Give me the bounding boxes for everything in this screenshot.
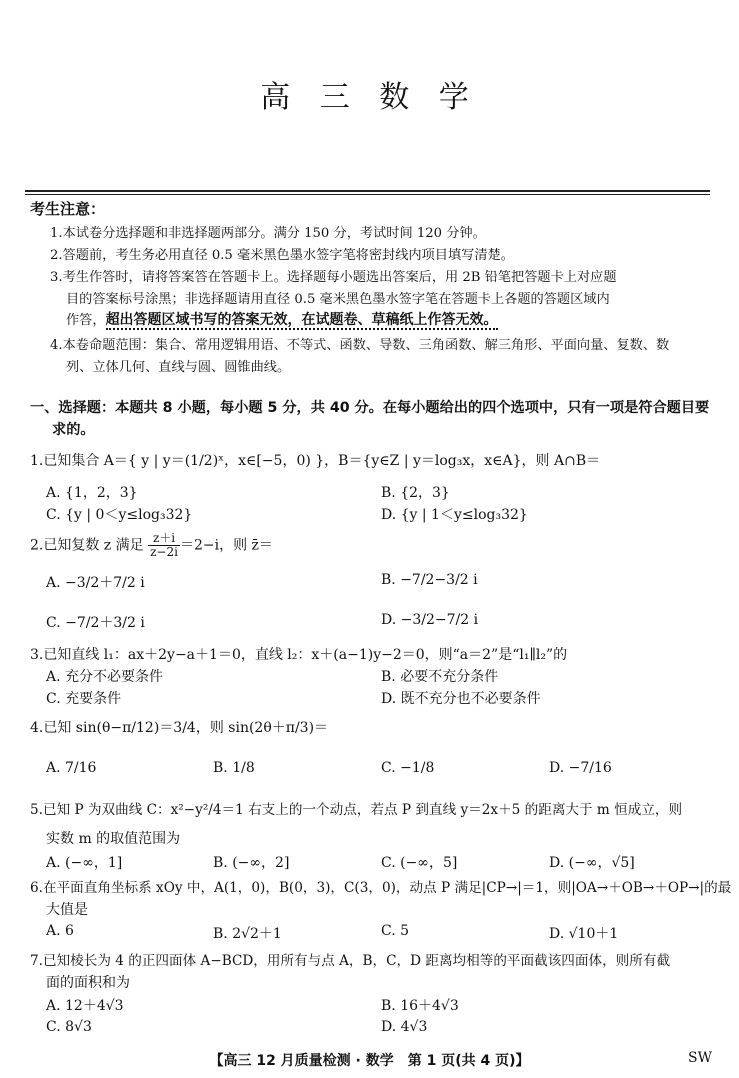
notice-item-4: 4.本卷命题范围：集合、常用逻辑用语、不等式、函数、导数、三角函数、解三角形、平面向量、复数、数 (50, 338, 670, 353)
notice-item-3-lead: 作答， (66, 313, 106, 328)
notice-heading: 考生注意： (30, 200, 106, 218)
notice-item-3: 3.考生作答时，请将答案答在答题卡上。选择题每小题选出答案后，用 2B 铅笔把答题卡上对应题 (50, 270, 617, 285)
notice-item-1: 1.本试卷分选择题和非选择题两部分。满分 150 分，考试时间 120 分钟。 (50, 226, 486, 241)
question-6-stem: 6.在平面直角坐标系 xOy 中，A(1，0)，B(0，3)，C(3，0)，动点 P 满足|CP→|＝1，则|OA→＋OB→＋OP→|的最 (30, 880, 732, 896)
q4-option-d: D. −7/16 (549, 760, 612, 776)
q7-option-c: C. 8√3 (46, 1019, 92, 1035)
question-2-stem (30, 532, 273, 559)
q5-option-a: A. (−∞，1] (46, 855, 123, 871)
q3-option-a: A. 充分不必要条件 (46, 669, 164, 685)
q6-option-b: B. 2√2＋1 (213, 926, 282, 942)
question-6-stem-cont: 大值是 (46, 902, 88, 918)
q1-option-c: C. {y | 0＜y≤log₃32} (46, 507, 193, 523)
page-title: 高 三 数 学 (260, 80, 479, 115)
q4-option-c: C. −1/8 (381, 760, 435, 776)
q4-option-b: B. 1/8 (213, 760, 255, 776)
section-heading-cont: 求的。 (52, 422, 95, 438)
q7-option-d: D. 4√3 (381, 1019, 428, 1035)
q5-option-d: D. (−∞，√5] (549, 855, 635, 871)
notice-item-2: 2.答题前，考生务必用直径 0.5 毫米黑色墨水签字笔将密封线内项目填写清楚。 (50, 248, 514, 263)
q2-option-b: B. −7/2−3/2 i (381, 572, 478, 588)
q5-option-b: B. (−∞，2] (213, 855, 290, 871)
q4-option-a: A. 7/16 (46, 760, 97, 776)
question-7-stem: 7.已知棱长为 4 的正四面体 A−BCD，用所有与点 A，B，C，D 距离均相等的平面截该四面体，则所有截 (30, 953, 671, 969)
question-5-stem-cont: 实数 m 的取值范围为 (46, 831, 181, 847)
q1-option-a: A. {1，2，3} (46, 485, 138, 501)
question-7-stem-cont: 面的面积和为 (46, 975, 130, 991)
question-5-stem: 5.已知 P 为双曲线 C：x²−y²/4＝1 右支上的一个动点，若点 P 到直线 y＝2x＋5 的距离大于 m 恒成立，则 (30, 802, 683, 818)
notice-warning: 超出答题区域书写的答案无效，在试题卷、草稿纸上作答无效。 (105, 312, 498, 328)
q6-option-c: C. 5 (381, 923, 410, 939)
page-footer: 【高三 12 月质量检测 · 数学 第 1 页(共 4 页)】 (209, 1053, 530, 1069)
notice-item-3-end (66, 309, 498, 329)
q2-frac-bot: z−2i (150, 545, 178, 559)
footer-code: SW (688, 1050, 712, 1066)
question-1-stem: 1.已知集合 A＝{ y | y＝(1/2)ˣ，x∈[−5，0) }，B＝{y∈Z | y＝log₃x，x∈A}，则 A∩B＝ (30, 453, 601, 469)
q3-option-c: C. 充要条件 (46, 691, 122, 707)
q1-option-b: B. {2，3} (381, 485, 450, 501)
header-divider-thin (25, 194, 710, 195)
q2-stem-pre: 2.已知复数 z 满足 (30, 537, 144, 554)
q7-option-b: B. 16＋4√3 (381, 998, 459, 1014)
q2-stem-post: ＝2−i，则 z̄＝ (179, 537, 273, 554)
q2-option-c: C. −7/2＋3/2 i (46, 615, 145, 631)
q3-option-b: B. 必要不充分条件 (381, 669, 499, 685)
q5-option-c: C. (−∞，5] (381, 855, 458, 871)
notice-item-3-cont: 目的答案标号涂黑；非选择题请用直径 0.5 毫米黑色墨水签字笔在答题卡上各题的答题区域内 (66, 292, 610, 307)
q2-fraction (148, 532, 180, 559)
q3-option-d: D. 既不充分也不必要条件 (381, 691, 541, 707)
q6-option-a: A. 6 (46, 923, 74, 939)
section-heading: 一、选择题：本题共 8 小题，每小题 5 分，共 40 分。在每小题给出的四个选项中，只有一项是符合题目要 (30, 400, 710, 416)
q1-option-d: D. {y | 1＜y≤log₃32} (381, 507, 528, 523)
q2-frac-top: z＋i (148, 532, 180, 546)
q2-option-a: A. −3/2＋7/2 i (46, 575, 145, 591)
header-divider (25, 190, 710, 192)
notice-item-4-cont: 列、立体几何、直线与圆、圆锥曲线。 (66, 360, 291, 375)
question-3-stem: 3.已知直线 l₁：ax＋2y−a＋1＝0，直线 l₂：x＋(a−1)y−2＝0，则“a＝2”是“l₁∥l₂”的 (30, 647, 568, 663)
q2-option-d: D. −3/2−7/2 i (381, 612, 479, 628)
q6-option-d: D. √10＋1 (549, 926, 619, 942)
question-4-stem: 4.已知 sin(θ−π/12)＝3/4，则 sin(2θ＋π/3)＝ (30, 720, 329, 736)
q7-option-a: A. 12＋4√3 (46, 998, 124, 1014)
